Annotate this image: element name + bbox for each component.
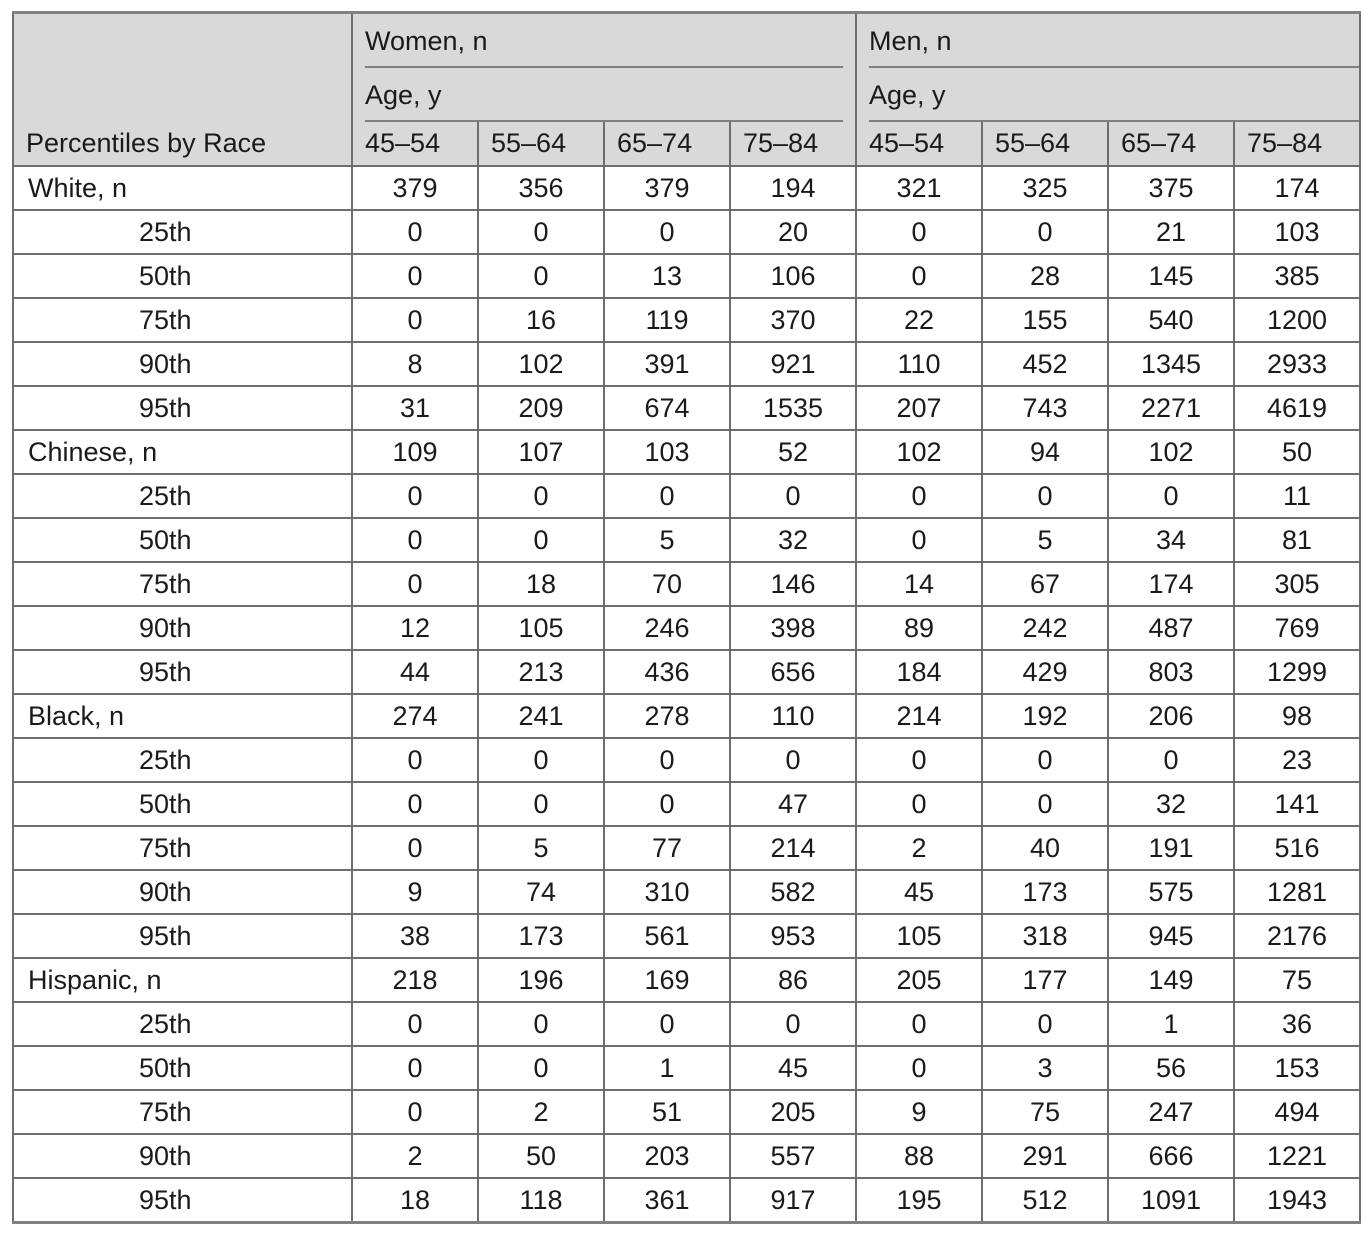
value-cell: 16	[478, 298, 604, 342]
value-cell: 70	[604, 562, 730, 606]
value-cell: 0	[856, 1002, 982, 1046]
value-cell: 110	[730, 694, 856, 738]
age-group-header: 45–54	[856, 122, 982, 166]
value-cell: 149	[1108, 958, 1234, 1002]
percentile-label: 90th	[13, 870, 352, 914]
value-cell: 0	[352, 210, 478, 254]
value-cell: 674	[604, 386, 730, 430]
value-cell: 540	[1108, 298, 1234, 342]
value-cell: 0	[478, 518, 604, 562]
value-cell: 0	[1108, 738, 1234, 782]
value-cell: 107	[478, 430, 604, 474]
value-cell: 516	[1234, 826, 1360, 870]
women-age-header: Age, y	[352, 68, 856, 122]
value-cell: 109	[352, 430, 478, 474]
age-group-header: 55–64	[982, 122, 1108, 166]
value-cell: 656	[730, 650, 856, 694]
percentile-table	[12, 11, 1361, 1224]
value-cell: 0	[982, 738, 1108, 782]
value-cell: 310	[604, 870, 730, 914]
value-cell: 31	[352, 386, 478, 430]
value-cell: 12	[352, 606, 478, 650]
value-cell: 102	[478, 342, 604, 386]
value-cell: 169	[604, 958, 730, 1002]
value-cell: 278	[604, 694, 730, 738]
value-cell: 184	[856, 650, 982, 694]
value-cell: 1535	[730, 386, 856, 430]
percentile-row	[13, 1178, 1360, 1223]
value-cell: 214	[856, 694, 982, 738]
value-cell: 318	[982, 914, 1108, 958]
value-cell: 2	[352, 1134, 478, 1178]
value-cell: 174	[1234, 166, 1360, 210]
value-cell: 917	[730, 1178, 856, 1223]
value-cell: 1345	[1108, 342, 1234, 386]
value-cell: 0	[478, 1046, 604, 1090]
value-cell: 379	[604, 166, 730, 210]
value-cell: 1281	[1234, 870, 1360, 914]
value-cell: 1200	[1234, 298, 1360, 342]
value-cell: 575	[1108, 870, 1234, 914]
value-cell: 45	[730, 1046, 856, 1090]
value-cell: 0	[982, 1002, 1108, 1046]
stub-header: Percentiles by Race	[13, 13, 352, 167]
value-cell: 385	[1234, 254, 1360, 298]
age-group-header: 75–84	[730, 122, 856, 166]
value-cell: 141	[1234, 782, 1360, 826]
percentile-label: 90th	[13, 342, 352, 386]
value-cell: 75	[1234, 958, 1360, 1002]
value-cell: 0	[352, 826, 478, 870]
percentile-row	[13, 562, 1360, 606]
value-cell: 557	[730, 1134, 856, 1178]
race-group-row	[13, 694, 1360, 738]
value-cell: 945	[1108, 914, 1234, 958]
value-cell: 247	[1108, 1090, 1234, 1134]
value-cell: 89	[856, 606, 982, 650]
percentile-label: 95th	[13, 386, 352, 430]
value-cell: 305	[1234, 562, 1360, 606]
value-cell: 103	[604, 430, 730, 474]
value-cell: 192	[982, 694, 1108, 738]
value-cell: 45	[856, 870, 982, 914]
value-cell: 191	[1108, 826, 1234, 870]
percentile-row	[13, 254, 1360, 298]
value-cell: 452	[982, 342, 1108, 386]
value-cell: 50	[478, 1134, 604, 1178]
value-cell: 769	[1234, 606, 1360, 650]
value-cell: 52	[730, 430, 856, 474]
value-cell: 0	[352, 254, 478, 298]
percentile-label: 50th	[13, 254, 352, 298]
percentile-row	[13, 870, 1360, 914]
value-cell: 173	[982, 870, 1108, 914]
women-header: Women, n	[352, 13, 856, 69]
value-cell: 195	[856, 1178, 982, 1223]
value-cell: 102	[1108, 430, 1234, 474]
value-cell: 379	[352, 166, 478, 210]
value-cell: 103	[1234, 210, 1360, 254]
age-group-header: 65–74	[1108, 122, 1234, 166]
value-cell: 0	[478, 254, 604, 298]
percentile-row	[13, 342, 1360, 386]
value-cell: 81	[1234, 518, 1360, 562]
value-cell: 28	[982, 254, 1108, 298]
value-cell: 203	[604, 1134, 730, 1178]
value-cell: 1943	[1234, 1178, 1360, 1223]
percentile-label: 25th	[13, 738, 352, 782]
value-cell: 218	[352, 958, 478, 1002]
percentile-label: 50th	[13, 518, 352, 562]
percentile-table-container	[12, 11, 1349, 1224]
value-cell: 145	[1108, 254, 1234, 298]
value-cell: 207	[856, 386, 982, 430]
value-cell: 0	[982, 782, 1108, 826]
value-cell: 0	[604, 210, 730, 254]
value-cell: 391	[604, 342, 730, 386]
value-cell: 0	[1108, 474, 1234, 518]
value-cell: 1299	[1234, 650, 1360, 694]
value-cell: 205	[730, 1090, 856, 1134]
value-cell: 174	[1108, 562, 1234, 606]
value-cell: 47	[730, 782, 856, 826]
value-cell: 5	[604, 518, 730, 562]
value-cell: 0	[352, 1002, 478, 1046]
value-cell: 51	[604, 1090, 730, 1134]
race-label: Chinese, n	[13, 430, 352, 474]
value-cell: 86	[730, 958, 856, 1002]
value-cell: 3	[982, 1046, 1108, 1090]
value-cell: 205	[856, 958, 982, 1002]
value-cell: 38	[352, 914, 478, 958]
percentile-label: 25th	[13, 1002, 352, 1046]
race-label: Black, n	[13, 694, 352, 738]
value-cell: 20	[730, 210, 856, 254]
race-group-row	[13, 430, 1360, 474]
value-cell: 487	[1108, 606, 1234, 650]
value-cell: 40	[982, 826, 1108, 870]
percentile-label: 25th	[13, 474, 352, 518]
percentile-row	[13, 474, 1360, 518]
value-cell: 0	[604, 782, 730, 826]
value-cell: 0	[856, 210, 982, 254]
value-cell: 34	[1108, 518, 1234, 562]
value-cell: 177	[982, 958, 1108, 1002]
percentile-row	[13, 782, 1360, 826]
value-cell: 242	[982, 606, 1108, 650]
percentile-label: 75th	[13, 1090, 352, 1134]
value-cell: 74	[478, 870, 604, 914]
value-cell: 32	[1108, 782, 1234, 826]
value-cell: 0	[352, 518, 478, 562]
percentile-label: 25th	[13, 210, 352, 254]
value-cell: 11	[1234, 474, 1360, 518]
value-cell: 429	[982, 650, 1108, 694]
percentile-row	[13, 386, 1360, 430]
percentile-row	[13, 606, 1360, 650]
value-cell: 44	[352, 650, 478, 694]
value-cell: 803	[1108, 650, 1234, 694]
value-cell: 291	[982, 1134, 1108, 1178]
value-cell: 0	[352, 298, 478, 342]
value-cell: 274	[352, 694, 478, 738]
value-cell: 36	[1234, 1002, 1360, 1046]
percentile-row	[13, 298, 1360, 342]
value-cell: 118	[478, 1178, 604, 1223]
value-cell: 2176	[1234, 914, 1360, 958]
value-cell: 1221	[1234, 1134, 1360, 1178]
value-cell: 356	[478, 166, 604, 210]
value-cell: 0	[604, 1002, 730, 1046]
value-cell: 214	[730, 826, 856, 870]
table-header	[13, 13, 1360, 167]
value-cell: 325	[982, 166, 1108, 210]
percentile-row	[13, 1134, 1360, 1178]
value-cell: 9	[352, 870, 478, 914]
value-cell: 0	[982, 210, 1108, 254]
value-cell: 0	[352, 782, 478, 826]
value-cell: 18	[478, 562, 604, 606]
percentile-row	[13, 1002, 1360, 1046]
value-cell: 0	[856, 474, 982, 518]
value-cell: 0	[478, 474, 604, 518]
value-cell: 67	[982, 562, 1108, 606]
age-group-header: 65–74	[604, 122, 730, 166]
value-cell: 9	[856, 1090, 982, 1134]
value-cell: 155	[982, 298, 1108, 342]
value-cell: 582	[730, 870, 856, 914]
value-cell: 0	[478, 782, 604, 826]
percentile-label: 90th	[13, 1134, 352, 1178]
age-group-header: 45–54	[352, 122, 478, 166]
race-label: White, n	[13, 166, 352, 210]
value-cell: 561	[604, 914, 730, 958]
value-cell: 2	[856, 826, 982, 870]
value-cell: 14	[856, 562, 982, 606]
value-cell: 119	[604, 298, 730, 342]
percentile-row	[13, 826, 1360, 870]
value-cell: 0	[478, 1002, 604, 1046]
value-cell: 94	[982, 430, 1108, 474]
value-cell: 0	[352, 738, 478, 782]
value-cell: 0	[856, 782, 982, 826]
percentile-label: 75th	[13, 562, 352, 606]
value-cell: 22	[856, 298, 982, 342]
value-cell: 0	[856, 738, 982, 782]
table-body	[13, 166, 1360, 1223]
value-cell: 50	[1234, 430, 1360, 474]
value-cell: 0	[352, 474, 478, 518]
value-cell: 0	[604, 738, 730, 782]
value-cell: 666	[1108, 1134, 1234, 1178]
percentile-row	[13, 210, 1360, 254]
value-cell: 98	[1234, 694, 1360, 738]
value-cell: 1091	[1108, 1178, 1234, 1223]
value-cell: 23	[1234, 738, 1360, 782]
percentile-row	[13, 914, 1360, 958]
value-cell: 0	[352, 562, 478, 606]
value-cell: 370	[730, 298, 856, 342]
value-cell: 5	[478, 826, 604, 870]
value-cell: 194	[730, 166, 856, 210]
percentile-label: 95th	[13, 1178, 352, 1223]
value-cell: 8	[352, 342, 478, 386]
value-cell: 436	[604, 650, 730, 694]
percentile-label: 95th	[13, 650, 352, 694]
value-cell: 375	[1108, 166, 1234, 210]
value-cell: 105	[856, 914, 982, 958]
percentile-row	[13, 1046, 1360, 1090]
value-cell: 153	[1234, 1046, 1360, 1090]
value-cell: 2271	[1108, 386, 1234, 430]
value-cell: 209	[478, 386, 604, 430]
value-cell: 241	[478, 694, 604, 738]
percentile-label: 90th	[13, 606, 352, 650]
value-cell: 512	[982, 1178, 1108, 1223]
percentile-row	[13, 650, 1360, 694]
value-cell: 0	[352, 1046, 478, 1090]
percentile-label: 75th	[13, 826, 352, 870]
percentile-label: 50th	[13, 782, 352, 826]
value-cell: 0	[856, 1046, 982, 1090]
value-cell: 106	[730, 254, 856, 298]
value-cell: 110	[856, 342, 982, 386]
value-cell: 32	[730, 518, 856, 562]
value-cell: 0	[730, 1002, 856, 1046]
value-cell: 146	[730, 562, 856, 606]
value-cell: 75	[982, 1090, 1108, 1134]
value-cell: 361	[604, 1178, 730, 1223]
value-cell: 105	[478, 606, 604, 650]
percentile-row	[13, 1090, 1360, 1134]
value-cell: 0	[982, 474, 1108, 518]
value-cell: 2	[478, 1090, 604, 1134]
value-cell: 13	[604, 254, 730, 298]
value-cell: 0	[604, 474, 730, 518]
value-cell: 0	[856, 518, 982, 562]
race-group-row	[13, 958, 1360, 1002]
value-cell: 494	[1234, 1090, 1360, 1134]
value-cell: 0	[856, 254, 982, 298]
value-cell: 102	[856, 430, 982, 474]
value-cell: 88	[856, 1134, 982, 1178]
value-cell: 321	[856, 166, 982, 210]
value-cell: 196	[478, 958, 604, 1002]
value-cell: 0	[730, 474, 856, 518]
value-cell: 206	[1108, 694, 1234, 738]
race-group-row	[13, 166, 1360, 210]
value-cell: 4619	[1234, 386, 1360, 430]
percentile-label: 75th	[13, 298, 352, 342]
men-header: Men, n	[856, 13, 1360, 69]
value-cell: 398	[730, 606, 856, 650]
men-age-header: Age, y	[856, 68, 1360, 122]
value-cell: 18	[352, 1178, 478, 1223]
value-cell: 173	[478, 914, 604, 958]
value-cell: 0	[730, 738, 856, 782]
value-cell: 0	[478, 210, 604, 254]
age-group-header: 55–64	[478, 122, 604, 166]
percentile-label: 95th	[13, 914, 352, 958]
value-cell: 5	[982, 518, 1108, 562]
value-cell: 0	[352, 1090, 478, 1134]
value-cell: 0	[478, 738, 604, 782]
value-cell: 953	[730, 914, 856, 958]
value-cell: 743	[982, 386, 1108, 430]
percentile-label: 50th	[13, 1046, 352, 1090]
value-cell: 246	[604, 606, 730, 650]
percentile-row	[13, 518, 1360, 562]
value-cell: 2933	[1234, 342, 1360, 386]
race-label: Hispanic, n	[13, 958, 352, 1002]
value-cell: 1	[604, 1046, 730, 1090]
value-cell: 921	[730, 342, 856, 386]
value-cell: 1	[1108, 1002, 1234, 1046]
value-cell: 56	[1108, 1046, 1234, 1090]
percentile-row	[13, 738, 1360, 782]
value-cell: 213	[478, 650, 604, 694]
age-group-header: 75–84	[1234, 122, 1360, 166]
value-cell: 77	[604, 826, 730, 870]
value-cell: 21	[1108, 210, 1234, 254]
